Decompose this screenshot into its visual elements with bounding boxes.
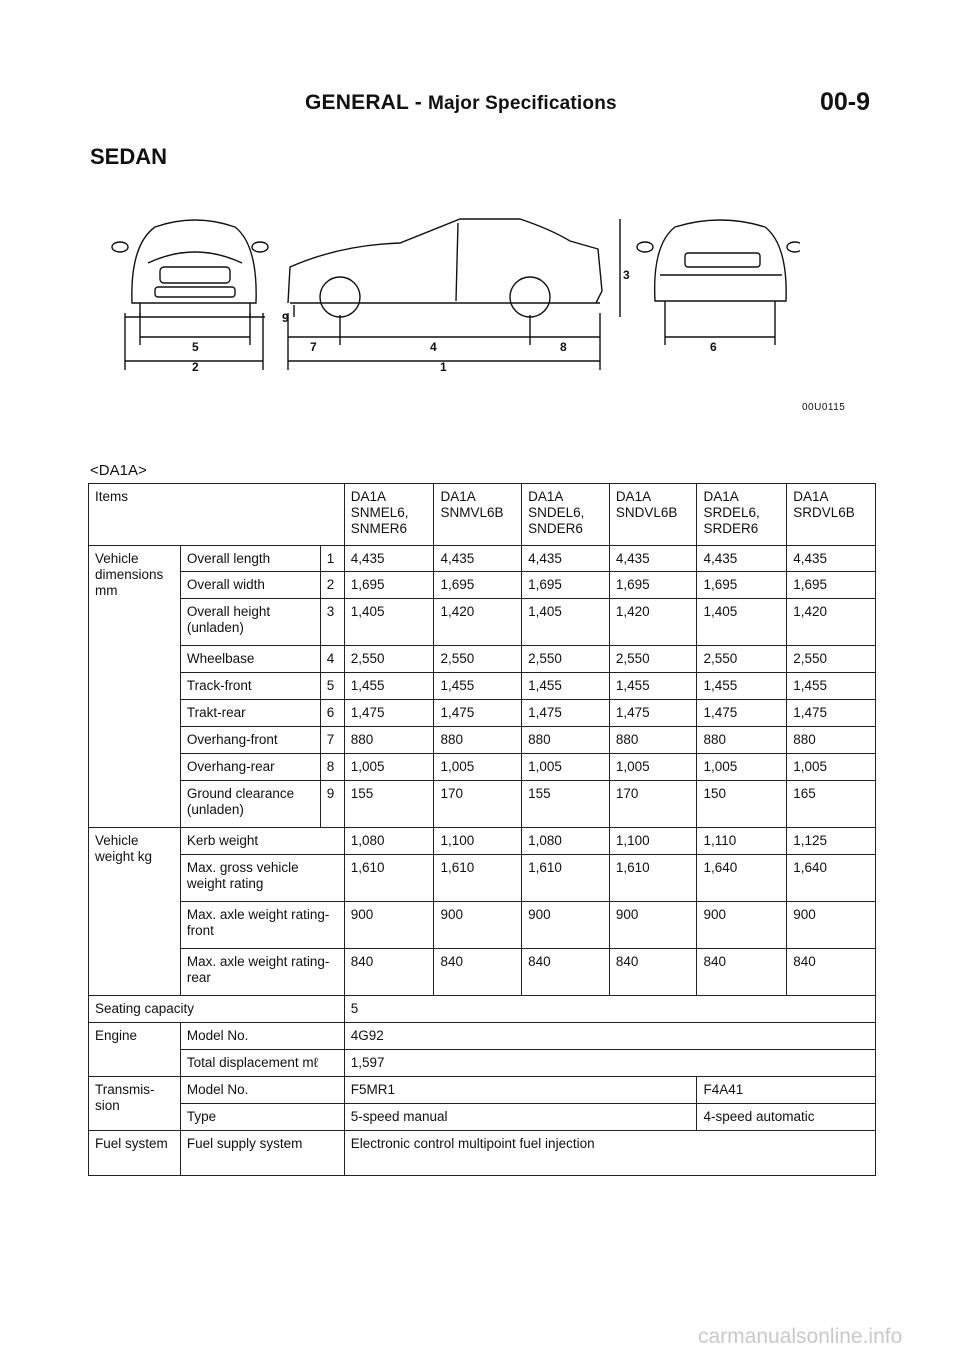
table-cell: 1,110 bbox=[697, 828, 787, 855]
row-number: 1 bbox=[320, 546, 344, 572]
table-cell: 2,550 bbox=[344, 646, 434, 673]
row-label: Overhang-rear bbox=[180, 754, 320, 781]
table-cell: 840 bbox=[434, 949, 522, 996]
table-cell: 1,420 bbox=[787, 599, 876, 646]
column-header: DA1A SNDVL6B bbox=[609, 484, 697, 546]
table-row bbox=[89, 727, 876, 754]
table-cell: 880 bbox=[609, 727, 697, 754]
table-cell: 170 bbox=[609, 781, 697, 828]
row-number: 3 bbox=[320, 599, 344, 646]
table-row bbox=[89, 781, 876, 828]
group-label-fuel: Fuel system bbox=[89, 1131, 181, 1176]
table-cell: 880 bbox=[697, 727, 787, 754]
table-cell: 840 bbox=[787, 949, 876, 996]
table-cell: 4,435 bbox=[787, 546, 876, 572]
row-label: Kerb weight bbox=[180, 828, 344, 855]
row-label: Total displacement mℓ bbox=[180, 1050, 344, 1077]
row-label: Wheelbase bbox=[180, 646, 320, 673]
table-cell: 2,550 bbox=[434, 646, 522, 673]
group-label-dimensions: Vehicle dimensions mm bbox=[89, 546, 181, 828]
column-header: DA1A SNDEL6, SNDER6 bbox=[522, 484, 610, 546]
row-number: 2 bbox=[320, 572, 344, 599]
table-row bbox=[89, 996, 876, 1023]
dim-label-4: 4 bbox=[430, 340, 437, 354]
table-cell: 4,435 bbox=[609, 546, 697, 572]
table-cell: 2,550 bbox=[787, 646, 876, 673]
column-header: DA1A SNMVL6B bbox=[434, 484, 522, 546]
table-cell: 840 bbox=[522, 949, 610, 996]
table-row bbox=[89, 855, 876, 902]
table-cell: Electronic control multipoint fuel injection bbox=[344, 1131, 875, 1176]
dim-label-1: 1 bbox=[440, 360, 447, 374]
header-title: GENERAL - Major Specifications bbox=[305, 91, 617, 114]
table-cell: 4,435 bbox=[522, 546, 610, 572]
table-cell: F4A41 bbox=[697, 1077, 876, 1104]
table-cell: 1,420 bbox=[434, 599, 522, 646]
row-label: Type bbox=[180, 1104, 344, 1131]
table-cell: 1,455 bbox=[609, 673, 697, 700]
table-cell: 2,550 bbox=[609, 646, 697, 673]
table-cell: 1,455 bbox=[697, 673, 787, 700]
table-cell: 1,005 bbox=[609, 754, 697, 781]
dim-label-7: 7 bbox=[310, 340, 317, 354]
header-subtitle: Major Specifications bbox=[428, 93, 617, 114]
table-cell: 1,405 bbox=[522, 599, 610, 646]
table-cell: 840 bbox=[344, 949, 434, 996]
table-row bbox=[89, 902, 876, 949]
model-label: <DA1A> bbox=[90, 462, 147, 479]
table-cell: 1,005 bbox=[522, 754, 610, 781]
table-cell: 4,435 bbox=[697, 546, 787, 572]
row-label: Model No. bbox=[180, 1023, 344, 1050]
table-cell: 900 bbox=[697, 902, 787, 949]
table-row bbox=[89, 828, 876, 855]
row-label: Trakt-rear bbox=[180, 700, 320, 727]
table-cell: 900 bbox=[344, 902, 434, 949]
watermark: carmanualsonline.info bbox=[698, 1325, 903, 1348]
table-cell: 1,005 bbox=[434, 754, 522, 781]
dim-label-3: 3 bbox=[623, 268, 630, 282]
table-row bbox=[89, 673, 876, 700]
group-label-transmission: Transmis- sion bbox=[89, 1077, 181, 1131]
column-header: DA1A SRDVL6B bbox=[787, 484, 876, 546]
table-cell: 1,610 bbox=[609, 855, 697, 902]
table-cell: 1,100 bbox=[434, 828, 522, 855]
table-cell: 2,550 bbox=[697, 646, 787, 673]
row-label: Fuel supply system bbox=[180, 1131, 344, 1176]
table-cell: 165 bbox=[787, 781, 876, 828]
table-cell: 1,610 bbox=[522, 855, 610, 902]
table-cell: 1,475 bbox=[787, 700, 876, 727]
table-cell: 1,455 bbox=[344, 673, 434, 700]
row-label: Ground clearance (unladen) bbox=[180, 781, 320, 828]
row-number: 9 bbox=[320, 781, 344, 828]
row-number: 5 bbox=[320, 673, 344, 700]
table-cell: 4,435 bbox=[434, 546, 522, 572]
table-cell: 1,420 bbox=[609, 599, 697, 646]
row-label: Overall width bbox=[180, 572, 320, 599]
table-cell: 1,005 bbox=[344, 754, 434, 781]
table-cell: 1,005 bbox=[787, 754, 876, 781]
table-cell: 880 bbox=[434, 727, 522, 754]
table-cell: 1,695 bbox=[787, 572, 876, 599]
page-number: 00-9 bbox=[820, 88, 871, 116]
table-cell: 1,610 bbox=[344, 855, 434, 902]
table-cell: 4-speed automatic bbox=[697, 1104, 876, 1131]
table-cell: 1,125 bbox=[787, 828, 876, 855]
group-label-engine: Engine bbox=[89, 1023, 181, 1077]
table-cell: 1,695 bbox=[609, 572, 697, 599]
table-cell: 1,475 bbox=[697, 700, 787, 727]
table-cell: 1,475 bbox=[609, 700, 697, 727]
table-cell: 900 bbox=[522, 902, 610, 949]
table-cell: 1,005 bbox=[697, 754, 787, 781]
row-label: Overall height (unladen) bbox=[180, 599, 320, 646]
table-row bbox=[89, 599, 876, 646]
table-cell: 840 bbox=[697, 949, 787, 996]
dim-label-2: 2 bbox=[192, 360, 199, 374]
table-cell: 1,475 bbox=[522, 700, 610, 727]
row-number: 7 bbox=[320, 727, 344, 754]
table-cell: 900 bbox=[787, 902, 876, 949]
table-row bbox=[89, 646, 876, 673]
table-cell: 1,610 bbox=[434, 855, 522, 902]
row-label: Track-front bbox=[180, 673, 320, 700]
table-row bbox=[89, 949, 876, 996]
table-cell: 880 bbox=[522, 727, 610, 754]
table-row bbox=[89, 572, 876, 599]
table-cell: 155 bbox=[344, 781, 434, 828]
table-row bbox=[89, 546, 876, 572]
table-row bbox=[89, 754, 876, 781]
table-row bbox=[89, 1077, 876, 1104]
table-cell: 4G92 bbox=[344, 1023, 875, 1050]
table-cell: 1,475 bbox=[344, 700, 434, 727]
vehicle-dimensions-figure bbox=[100, 205, 800, 385]
table-cell: 1,455 bbox=[787, 673, 876, 700]
table-cell: 880 bbox=[344, 727, 434, 754]
table-cell: 1,100 bbox=[609, 828, 697, 855]
table-cell: 170 bbox=[434, 781, 522, 828]
row-label: Max. axle weight rating-front bbox=[180, 902, 344, 949]
table-row bbox=[89, 1104, 876, 1131]
table-row bbox=[89, 700, 876, 727]
row-label: Overhang-front bbox=[180, 727, 320, 754]
table-cell: 1,640 bbox=[697, 855, 787, 902]
figure-code: 00U0115 bbox=[802, 402, 846, 413]
table-cell: 880 bbox=[787, 727, 876, 754]
table-cell: 1,695 bbox=[522, 572, 610, 599]
row-number: 4 bbox=[320, 646, 344, 673]
table-cell: 1,080 bbox=[522, 828, 610, 855]
table-cell: 155 bbox=[522, 781, 610, 828]
table-cell: 1,455 bbox=[522, 673, 610, 700]
table-cell: 840 bbox=[609, 949, 697, 996]
row-label: Max. axle weight rating-rear bbox=[180, 949, 344, 996]
table-cell: 150 bbox=[697, 781, 787, 828]
dim-label-6: 6 bbox=[710, 340, 717, 354]
table-cell: 1,695 bbox=[344, 572, 434, 599]
spec-table bbox=[88, 483, 876, 1176]
dim-label-8: 8 bbox=[560, 340, 567, 354]
row-number: 6 bbox=[320, 700, 344, 727]
table-cell: 2,550 bbox=[522, 646, 610, 673]
table-cell: 4,435 bbox=[344, 546, 434, 572]
table-cell: 900 bbox=[609, 902, 697, 949]
group-label-weight: Vehicle weight kg bbox=[89, 828, 181, 996]
column-header: DA1A SRDEL6, SRDER6 bbox=[697, 484, 787, 546]
row-label: Overall length bbox=[180, 546, 320, 572]
table-cell: 5 bbox=[344, 996, 875, 1023]
table-cell: F5MR1 bbox=[344, 1077, 697, 1104]
table-cell: 1,695 bbox=[434, 572, 522, 599]
dim-label-9: 9 bbox=[282, 311, 289, 325]
table-row bbox=[89, 1023, 876, 1050]
table-cell: 900 bbox=[434, 902, 522, 949]
table-cell: 1,597 bbox=[344, 1050, 875, 1077]
table-cell: 1,405 bbox=[697, 599, 787, 646]
items-header: Items bbox=[89, 484, 345, 546]
table-row bbox=[89, 1131, 876, 1176]
table-header-row bbox=[89, 484, 876, 546]
dim-label-5: 5 bbox=[192, 340, 199, 354]
table-cell: 1,455 bbox=[434, 673, 522, 700]
section-title: SEDAN bbox=[90, 144, 168, 169]
row-label: Max. gross vehicle weight rating bbox=[180, 855, 344, 902]
table-row bbox=[89, 1050, 876, 1077]
table-cell: 5-speed manual bbox=[344, 1104, 697, 1131]
table-cell: 1,695 bbox=[697, 572, 787, 599]
table-cell: 1,475 bbox=[434, 700, 522, 727]
table-cell: 1,080 bbox=[344, 828, 434, 855]
column-header: DA1A SNMEL6, SNMER6 bbox=[344, 484, 434, 546]
table-cell: 1,640 bbox=[787, 855, 876, 902]
table-cell: 1,405 bbox=[344, 599, 434, 646]
row-label: Seating capacity bbox=[89, 996, 345, 1023]
row-label: Model No. bbox=[180, 1077, 344, 1104]
row-number: 8 bbox=[320, 754, 344, 781]
